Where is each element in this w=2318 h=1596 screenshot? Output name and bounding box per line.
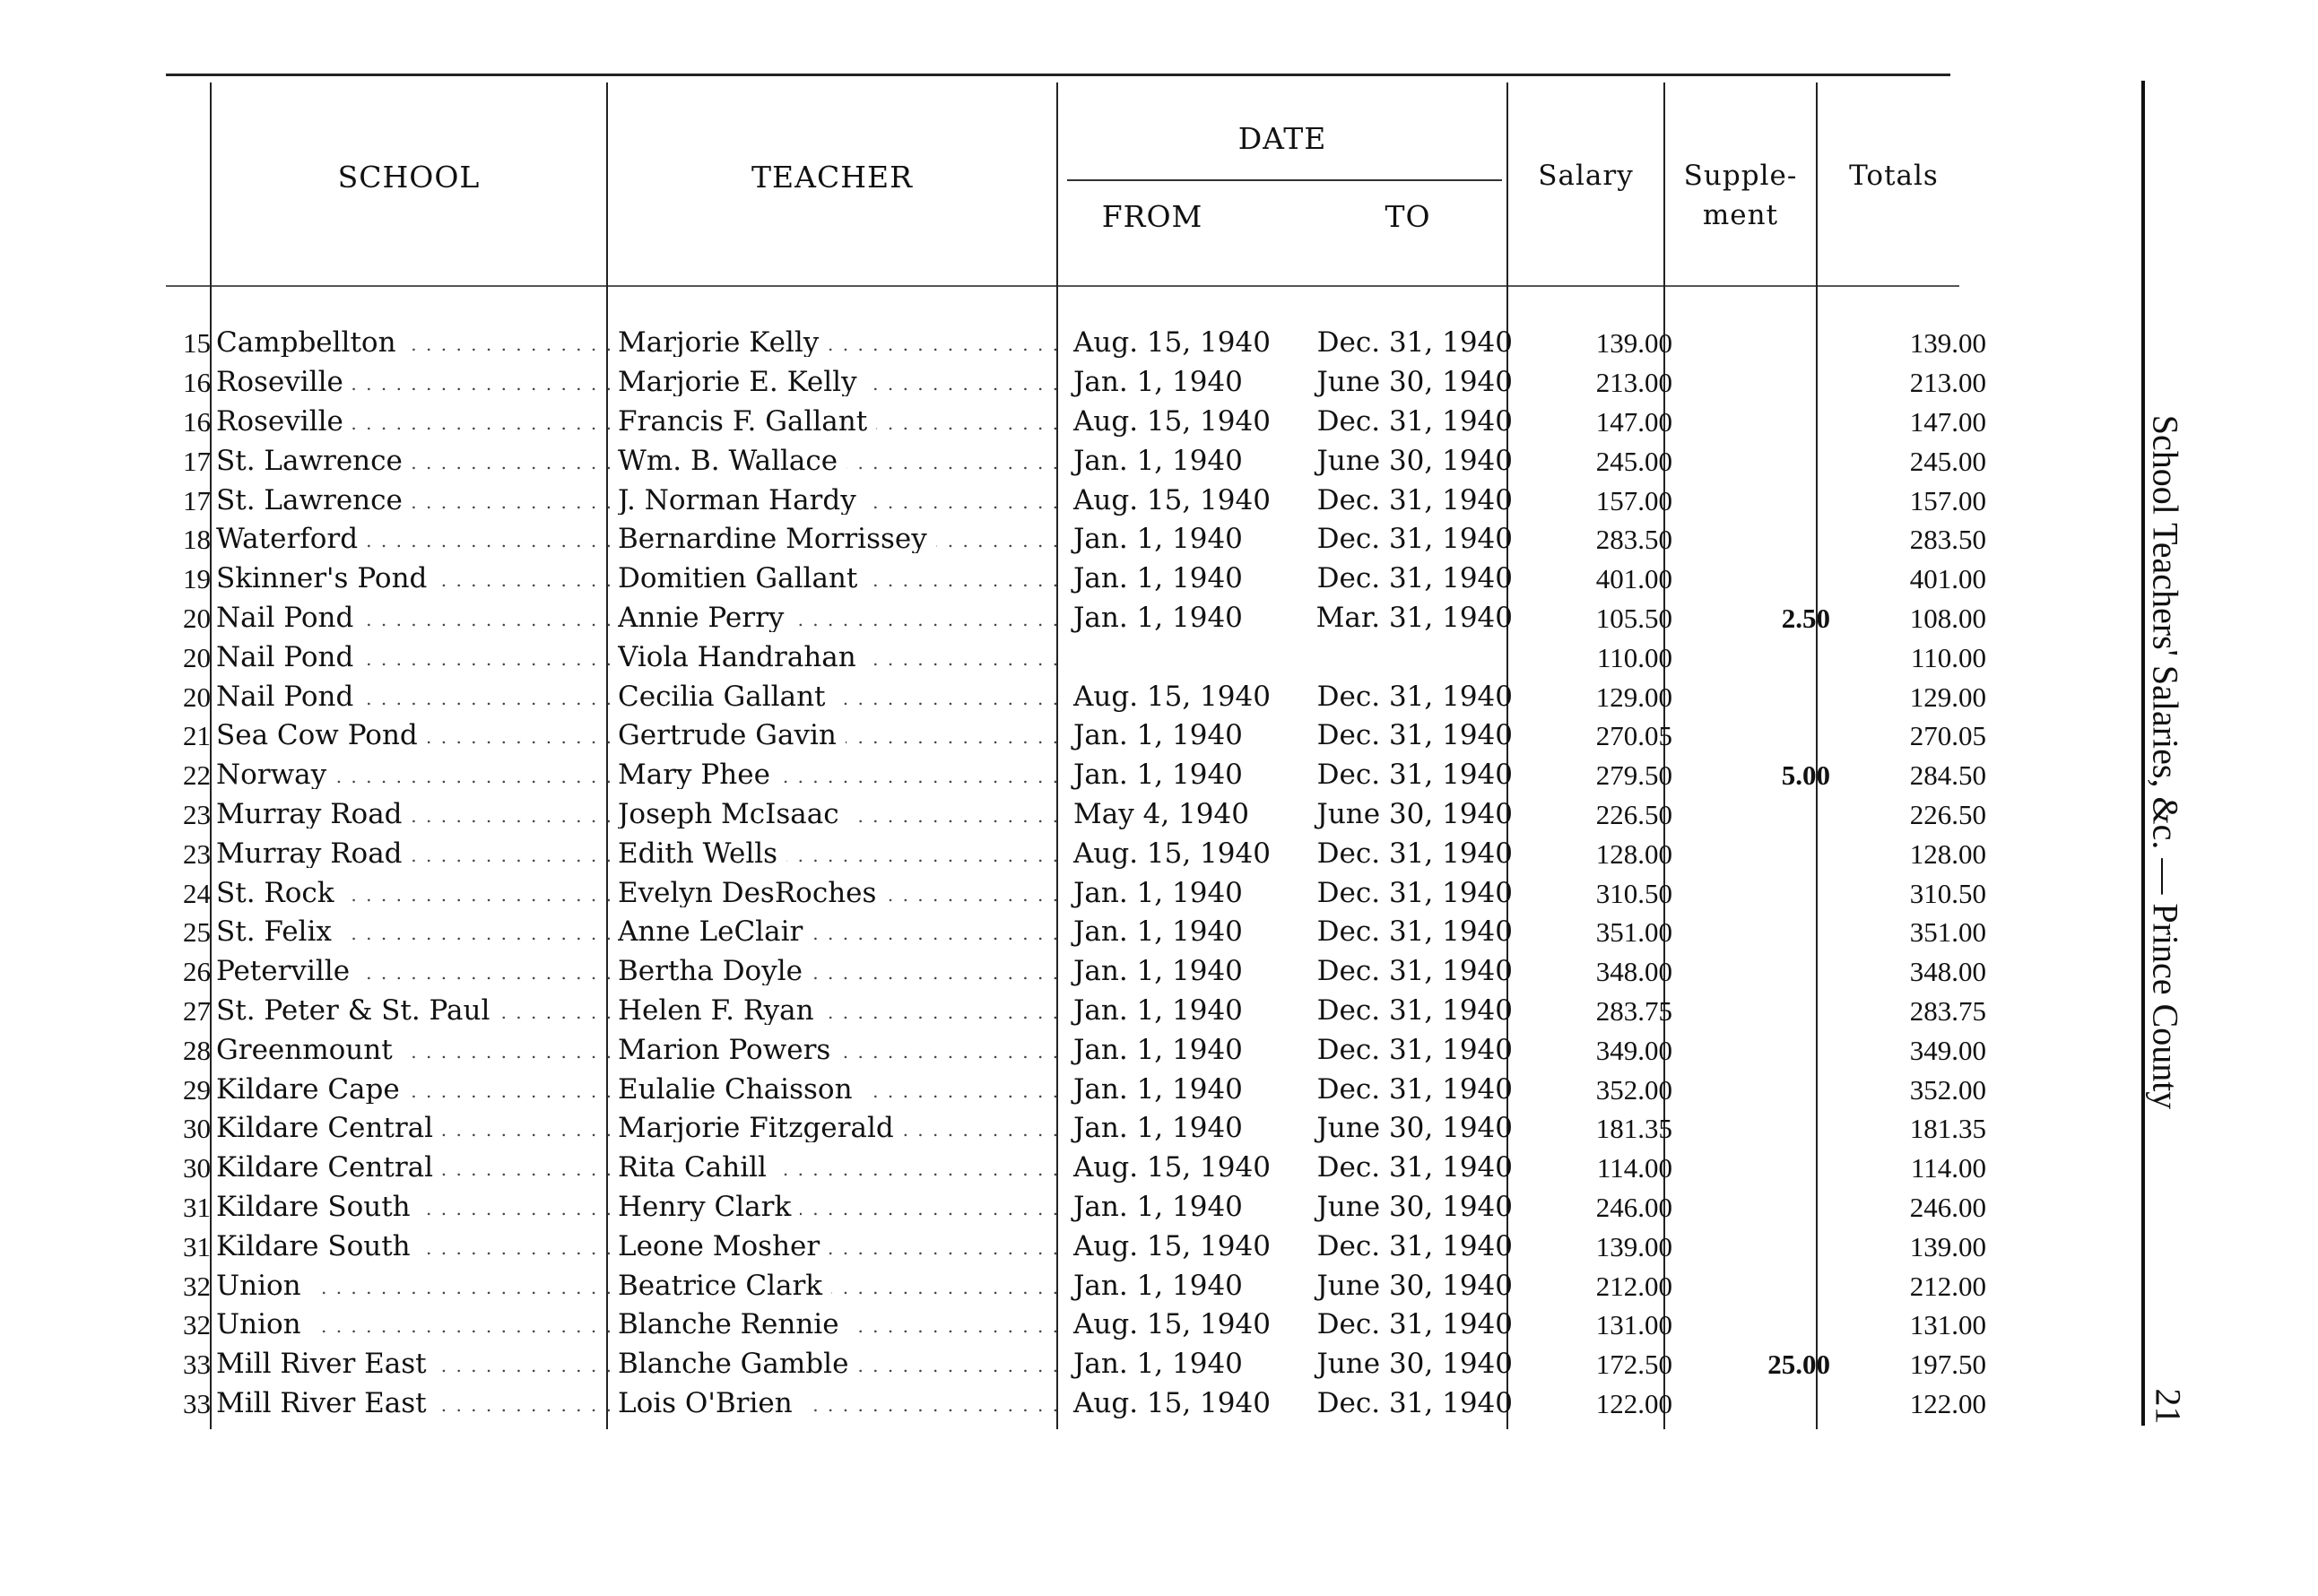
total-cell: 212.00: [1909, 1270, 1986, 1302]
row-number: 15: [183, 327, 211, 360]
date-to-cell: June 30, 1940: [1316, 1348, 1513, 1381]
supplement-cell: [1676, 638, 1834, 677]
salary-cell: 283.50: [1595, 524, 1672, 556]
teacher-cell: Annie Perry . . .: [611, 599, 1066, 638]
header-from: FROM: [1101, 199, 1203, 234]
total-cell: 147.00: [1909, 405, 1986, 438]
school-cell: Peterville . . .: [211, 952, 611, 992]
row-number: 25: [183, 916, 211, 949]
supplement-cell: [1676, 559, 1834, 599]
salary-cell: 147.00: [1595, 405, 1672, 438]
date-from-cell: Aug. 15, 1940: [1073, 1229, 1271, 1262]
salary-cell: 270.05: [1595, 720, 1672, 752]
table-row: [166, 795, 1990, 835]
teacher-cell: Bernardine Morrissey . . .: [611, 520, 1066, 559]
school-cell: Nail Pond . . .: [211, 599, 611, 638]
table-row: [166, 992, 1990, 1031]
school-cell: Waterford . . .: [211, 520, 611, 559]
teacher-cell: J. Norman Hardy . . .: [611, 481, 1066, 520]
total-cell: 226.50: [1909, 798, 1986, 830]
row-number: 20: [183, 681, 211, 713]
school-cell: Kildare South . . .: [211, 1227, 611, 1266]
table-row: [166, 834, 1990, 873]
salary-cell: 212.00: [1595, 1270, 1672, 1302]
total-cell: 129.00: [1909, 681, 1986, 713]
date-to-cell: Dec. 31, 1940: [1316, 483, 1513, 516]
date-to-cell: June 30, 1940: [1316, 366, 1513, 399]
salary-cell: 349.00: [1595, 1034, 1672, 1066]
total-cell: 348.00: [1909, 956, 1986, 988]
teacher-cell: Joseph McIsaac . . .: [611, 795, 1066, 835]
salary-cell: 139.00: [1595, 327, 1672, 360]
date-to-cell: Dec. 31, 1940: [1316, 993, 1513, 1027]
date-to-cell: Mar. 31, 1940: [1315, 601, 1513, 634]
row-number: 31: [183, 1191, 211, 1223]
school-cell: St. Peter & St. Paul . . .: [211, 992, 611, 1031]
teacher-cell: Mary Phee . . .: [611, 756, 1066, 795]
table-row: [166, 481, 1990, 520]
table-row: [166, 1188, 1990, 1227]
school-cell: Roseville . . .: [211, 403, 611, 442]
school-cell: Nail Pond . . .: [211, 677, 611, 716]
table-row: [166, 716, 1990, 756]
header-totals: Totals: [1849, 160, 1939, 192]
salary-cell: 110.00: [1596, 641, 1672, 673]
table-row: [166, 1266, 1990, 1305]
date-from-cell: Jan. 1, 1940: [1073, 1269, 1243, 1302]
date-from-cell: Jan. 1, 1940: [1073, 1112, 1243, 1145]
date-from-cell: Jan. 1, 1940: [1073, 876, 1243, 909]
salary-table: [166, 324, 1990, 1423]
supplement-cell: [1676, 873, 1834, 913]
teacher-cell: Marjorie E. Kelly . . .: [611, 363, 1066, 403]
date-divider-rule: [1067, 179, 1502, 181]
date-from-cell: [1066, 638, 1298, 677]
school-cell: Kildare Cape . . .: [211, 1070, 611, 1109]
table-row: [166, 1384, 1990, 1424]
teacher-cell: Beatrice Clark . . .: [611, 1266, 1066, 1305]
salary-cell: 348.00: [1595, 956, 1672, 988]
salary-cell: 114.00: [1596, 1152, 1672, 1184]
total-cell: 283.75: [1909, 994, 1986, 1027]
school-cell: Norway . . .: [211, 756, 611, 795]
date-from-cell: Aug. 15, 1940: [1073, 404, 1271, 438]
teacher-cell: Viola Handrahan . . .: [611, 638, 1066, 677]
header-school: SCHOOL: [337, 160, 481, 195]
table-row: [166, 913, 1990, 952]
total-cell: 131.00: [1909, 1309, 1986, 1341]
table-row: [166, 873, 1990, 913]
date-from-cell: Aug. 15, 1940: [1073, 483, 1271, 516]
school-cell: St. Lawrence . . .: [211, 481, 611, 520]
row-number: 20: [183, 641, 211, 673]
date-from-cell: Aug. 15, 1940: [1073, 1308, 1271, 1341]
supplement-cell: [1676, 1149, 1834, 1188]
teacher-cell: Wm. B. Wallace . . .: [611, 441, 1066, 481]
salary-cell: 128.00: [1595, 837, 1672, 870]
date-from-cell: Jan. 1, 1940: [1073, 955, 1243, 988]
row-number: 16: [183, 367, 211, 399]
total-cell: 401.00: [1909, 563, 1986, 595]
salary-cell: 181.35: [1595, 1113, 1672, 1145]
row-number: 27: [183, 994, 211, 1027]
row-number: 26: [183, 956, 211, 988]
supplement-cell: [1676, 716, 1834, 756]
date-to-cell: Dec. 31, 1940: [1316, 759, 1513, 792]
row-number: 31: [183, 1230, 211, 1262]
salary-cell: 172.50: [1595, 1349, 1672, 1381]
supplement-cell: [1676, 441, 1834, 481]
date-to-cell: Dec. 31, 1940: [1316, 955, 1513, 988]
salary-cell: 129.00: [1595, 681, 1672, 713]
row-number: 30: [183, 1113, 211, 1145]
date-from-cell: Aug. 15, 1940: [1073, 837, 1271, 870]
teacher-cell: Blanche Gamble . . .: [611, 1345, 1066, 1384]
supplement-cell: [1676, 520, 1834, 559]
total-cell: 246.00: [1909, 1191, 1986, 1223]
table-row: [166, 363, 1990, 403]
supplement-cell: 5.00: [1781, 759, 1830, 792]
header-bottom-rule: [166, 285, 1959, 287]
header-supplement-line2: ment: [1702, 199, 1779, 231]
supplement-cell: [1676, 1305, 1834, 1345]
date-to-cell: June 30, 1940: [1316, 444, 1513, 477]
supplement-cell: [1676, 403, 1834, 442]
table-row: [166, 638, 1990, 677]
total-cell: 128.00: [1909, 837, 1986, 870]
date-to-cell: Dec. 31, 1940: [1316, 1229, 1513, 1262]
date-to-cell: Dec. 31, 1940: [1316, 1308, 1513, 1341]
teacher-cell: Rita Cahill . . .: [611, 1149, 1066, 1188]
table-row: [166, 1030, 1990, 1070]
total-cell: 270.05: [1909, 720, 1986, 752]
date-to-cell: June 30, 1940: [1316, 797, 1513, 830]
salary-cell: 283.75: [1595, 994, 1672, 1027]
date-from-cell: Jan. 1, 1940: [1073, 915, 1243, 949]
supplement-cell: 2.50: [1781, 602, 1830, 634]
salary-cell: 157.00: [1595, 484, 1672, 516]
date-to-cell: Dec. 31, 1940: [1316, 915, 1513, 949]
teacher-cell: Marjorie Kelly . . .: [611, 324, 1066, 363]
total-cell: 310.50: [1909, 877, 1986, 909]
date-to-cell: Dec. 31, 1940: [1316, 1033, 1513, 1066]
date-from-cell: Aug. 15, 1940: [1073, 326, 1271, 360]
salary-cell: 351.00: [1595, 916, 1672, 949]
salary-cell: 245.00: [1595, 445, 1672, 477]
salary-cell: 105.50: [1595, 602, 1672, 634]
total-cell: 122.00: [1909, 1387, 1986, 1419]
total-cell: 181.35: [1909, 1113, 1986, 1145]
table-row: [166, 756, 1990, 795]
date-from-cell: Aug. 15, 1940: [1073, 1386, 1271, 1419]
row-number: 29: [183, 1073, 211, 1106]
row-number: 17: [183, 445, 211, 477]
table-row: [166, 520, 1990, 559]
supplement-cell: [1676, 1109, 1834, 1149]
school-cell: Skinner's Pond . . .: [211, 559, 611, 599]
salary-cell: 226.50: [1595, 798, 1672, 830]
total-cell: 110.00: [1910, 641, 1986, 673]
school-cell: Murray Road . . .: [211, 834, 611, 873]
date-to-cell: Dec. 31, 1940: [1316, 1072, 1513, 1106]
salary-cell: 246.00: [1595, 1191, 1672, 1223]
header-teacher: TEACHER: [751, 160, 913, 195]
total-cell: 213.00: [1909, 367, 1986, 399]
supplement-cell: [1676, 952, 1834, 992]
teacher-cell: Evelyn DesRoches . . .: [611, 873, 1066, 913]
row-number: 17: [183, 484, 211, 516]
school-cell: Union . . .: [211, 1266, 611, 1305]
date-to-cell: June 30, 1940: [1316, 1112, 1513, 1145]
salary-cell: 122.00: [1595, 1387, 1672, 1419]
school-cell: Mill River East . . .: [211, 1384, 611, 1424]
teacher-cell: Henry Clark . . .: [611, 1188, 1066, 1227]
table-row: [166, 1109, 1990, 1149]
date-from-cell: Aug. 15, 1940: [1073, 680, 1271, 713]
supplement-cell: [1676, 1384, 1834, 1424]
date-from-cell: Jan. 1, 1940: [1073, 523, 1243, 556]
date-to-cell: Dec. 31, 1940: [1316, 719, 1513, 752]
row-number: 33: [183, 1349, 211, 1381]
row-number: 32: [183, 1270, 211, 1302]
header-to: TO: [1385, 199, 1431, 234]
top-rule: [166, 74, 1950, 76]
school-cell: Mill River East . . .: [211, 1345, 611, 1384]
supplement-cell: [1676, 913, 1834, 952]
school-cell: Kildare South . . .: [211, 1188, 611, 1227]
teacher-cell: Leone Mosher . . .: [611, 1227, 1066, 1266]
supplement-cell: [1676, 795, 1834, 835]
total-cell: 139.00: [1909, 1230, 1986, 1262]
school-cell: Union . . .: [211, 1305, 611, 1345]
date-to-cell: Dec. 31, 1940: [1316, 680, 1513, 713]
row-number: 32: [183, 1309, 211, 1341]
table-row: [166, 599, 1990, 638]
salary-cell: 352.00: [1595, 1073, 1672, 1106]
school-cell: Kildare Central . . .: [211, 1109, 611, 1149]
date-to-cell: Dec. 31, 1940: [1316, 1151, 1513, 1184]
salary-cell: 131.00: [1595, 1309, 1672, 1341]
date-from-cell: Jan. 1, 1940: [1073, 1348, 1243, 1381]
table-row: [166, 1227, 1990, 1266]
teacher-cell: Eulalie Chaisson . . .: [611, 1070, 1066, 1109]
total-cell: 114.00: [1910, 1152, 1986, 1184]
date-to-cell: Dec. 31, 1940: [1316, 523, 1513, 556]
date-from-cell: Jan. 1, 1940: [1073, 1033, 1243, 1066]
salary-cell: 401.00: [1595, 563, 1672, 595]
table-row: [166, 559, 1990, 599]
date-to-cell: June 30, 1940: [1316, 1190, 1513, 1223]
total-cell: 108.00: [1909, 602, 1986, 634]
date-from-cell: Aug. 15, 1940: [1073, 1151, 1271, 1184]
school-cell: Campbellton . . .: [211, 324, 611, 363]
supplement-cell: [1676, 1188, 1834, 1227]
school-cell: St. Felix . . .: [211, 913, 611, 952]
date-to-cell: Dec. 31, 1940: [1316, 1386, 1513, 1419]
date-from-cell: Jan. 1, 1940: [1073, 444, 1243, 477]
supplement-cell: [1676, 1070, 1834, 1109]
header-supplement-line1: Supple-: [1683, 160, 1798, 192]
date-to-cell: Dec. 31, 1940: [1316, 562, 1513, 595]
teacher-cell: Marjorie Fitzgerald . . .: [611, 1109, 1066, 1149]
date-from-cell: Jan. 1, 1940: [1073, 601, 1243, 634]
row-number: 23: [183, 798, 211, 830]
total-cell: 352.00: [1909, 1073, 1986, 1106]
row-number: 24: [183, 877, 211, 909]
teacher-cell: Cecilia Gallant . . .: [611, 677, 1066, 716]
school-cell: Greenmount . . .: [211, 1030, 611, 1070]
row-number: 23: [183, 837, 211, 870]
supplement-cell: [1676, 363, 1834, 403]
school-cell: Sea Cow Pond . . .: [211, 716, 611, 756]
teacher-cell: Francis F. Gallant . . .: [611, 403, 1066, 442]
date-from-cell: Jan. 1, 1940: [1073, 719, 1243, 752]
salary-cell: 279.50: [1595, 759, 1672, 792]
supplement-cell: [1676, 1030, 1834, 1070]
total-cell: 284.50: [1909, 759, 1986, 792]
table-row: [166, 441, 1990, 481]
supplement-cell: [1676, 834, 1834, 873]
date-from-cell: May 4, 1940: [1073, 797, 1249, 830]
date-to-cell: Dec. 31, 1940: [1316, 876, 1513, 909]
row-number: 21: [183, 720, 211, 752]
supplement-cell: [1676, 1266, 1834, 1305]
row-number: 28: [183, 1034, 211, 1066]
salary-cell: 213.00: [1595, 367, 1672, 399]
table-row: [166, 1070, 1990, 1109]
date-from-cell: Jan. 1, 1940: [1073, 993, 1243, 1027]
date-to-cell: Dec. 31, 1940: [1316, 404, 1513, 438]
date-to-cell: Dec. 31, 1940: [1316, 326, 1513, 360]
table-row: [166, 1149, 1990, 1188]
date-to-cell: [1298, 638, 1520, 677]
total-cell: 245.00: [1909, 445, 1986, 477]
row-number: 33: [183, 1387, 211, 1419]
date-from-cell: Jan. 1, 1940: [1073, 366, 1243, 399]
supplement-cell: [1676, 481, 1834, 520]
teacher-cell: Helen F. Ryan . . .: [611, 992, 1066, 1031]
row-number: 19: [183, 563, 211, 595]
supplement-cell: [1676, 1227, 1834, 1266]
table-row: [166, 324, 1990, 363]
date-from-cell: Jan. 1, 1940: [1073, 562, 1243, 595]
teacher-cell: Lois O'Brien . . .: [611, 1384, 1066, 1424]
total-cell: 197.50: [1909, 1349, 1986, 1381]
school-cell: Roseville . . .: [211, 363, 611, 403]
school-cell: St. Rock . . .: [211, 873, 611, 913]
row-number: 30: [183, 1152, 211, 1184]
school-cell: Murray Road . . .: [211, 795, 611, 835]
side-title-text: School Teachers' Salaries, &c. — Prince County: [2145, 414, 2186, 1110]
teacher-cell: Edith Wells . . .: [611, 834, 1066, 873]
supplement-cell: [1676, 324, 1834, 363]
header-salary: Salary: [1538, 160, 1634, 192]
school-cell: Kildare Central . . .: [211, 1149, 611, 1188]
date-from-cell: Jan. 1, 1940: [1073, 1072, 1243, 1106]
total-cell: 157.00: [1909, 484, 1986, 516]
table-row: [166, 952, 1990, 992]
teacher-cell: Anne LeClair . . .: [611, 913, 1066, 952]
date-to-cell: Dec. 31, 1940: [1316, 837, 1513, 870]
table-row: [166, 1305, 1990, 1345]
row-number: 18: [183, 524, 211, 556]
teacher-cell: Blanche Rennie . . .: [611, 1305, 1066, 1345]
total-cell: 139.00: [1909, 327, 1986, 360]
table-row: [166, 1345, 1990, 1384]
date-from-cell: Jan. 1, 1940: [1073, 759, 1243, 792]
page-number: 21: [2148, 1388, 2189, 1425]
school-cell: St. Lawrence . . .: [211, 441, 611, 481]
total-cell: 283.50: [1909, 524, 1986, 556]
teacher-cell: Marion Powers . . .: [611, 1030, 1066, 1070]
table-row: [166, 677, 1990, 716]
total-cell: 351.00: [1909, 916, 1986, 949]
table-row: [166, 403, 1990, 442]
total-cell: 349.00: [1909, 1034, 1986, 1066]
row-number: 20: [183, 602, 211, 634]
row-number: 16: [183, 405, 211, 438]
row-number: 22: [183, 759, 211, 792]
teacher-cell: Gertrude Gavin . . .: [611, 716, 1066, 756]
teacher-cell: Domitien Gallant . . .: [611, 559, 1066, 599]
salary-cell: 139.00: [1595, 1230, 1672, 1262]
supplement-cell: 25.00: [1767, 1349, 1830, 1381]
school-cell: Nail Pond . . .: [211, 638, 611, 677]
supplement-cell: [1676, 992, 1834, 1031]
supplement-cell: [1676, 677, 1834, 716]
header-date: DATE: [1237, 121, 1327, 156]
date-to-cell: June 30, 1940: [1316, 1269, 1513, 1302]
date-from-cell: Jan. 1, 1940: [1073, 1190, 1243, 1223]
side-title: [2139, 296, 2192, 1228]
salary-cell: 310.50: [1595, 877, 1672, 909]
teacher-cell: Bertha Doyle . . .: [611, 952, 1066, 992]
